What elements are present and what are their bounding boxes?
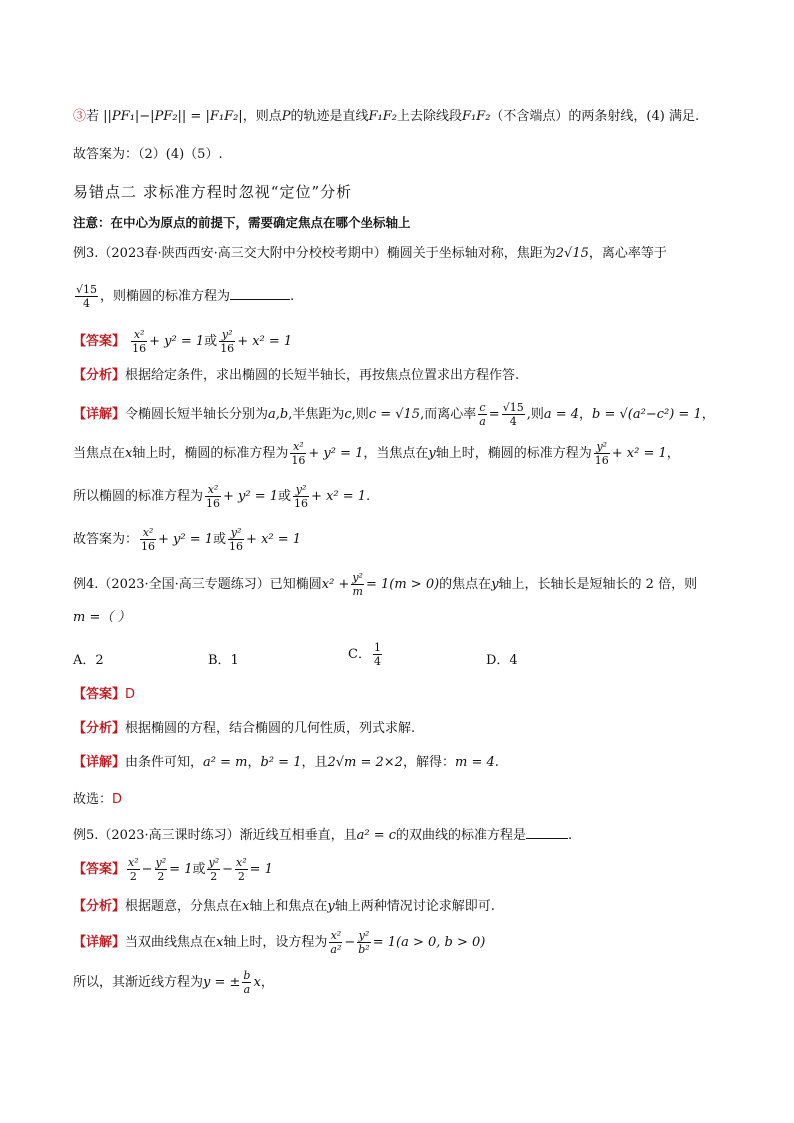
option-d[interactable]: D．4 bbox=[486, 653, 518, 668]
eccentricity-fraction: $\frac{√15}{4}$ bbox=[76, 283, 98, 310]
option-c[interactable]: C． $\frac{1}{4}$ bbox=[348, 641, 381, 668]
example-3-detail-2: 当焦点在x轴上时，椭圆的标准方程为 $\frac{\text{x²}}{16}$ + y² = 1，当焦点在y轴上时，椭圆的标准方程为 $\frac{\text{y²}}{16}$ + x² = 1， bbox=[73, 440, 680, 467]
abs-expression: ||PF₁|−|PF₂|| = |F₁F₂| bbox=[103, 109, 243, 124]
example-3-final: 故答案为： $\frac{\text{x²}}{16}$ + y² = 1或 $\frac{\text{y²}}{16}$ + x² = 1 bbox=[73, 526, 302, 553]
answer-line: 故答案为：（2）(4)（5）. bbox=[73, 147, 223, 162]
example-5-question: 例5.（2023·高三课时练习）渐近线互相垂直，且a² = c的双曲线的标准方程是 . bbox=[73, 825, 734, 846]
example-5-detail: 【详解】当双曲线焦点在x轴上时，设方程为 $\frac{\text{x²}}{\text{a²}}$ − $\frac{\text{y²}}{\text{b²}}$ = 1(a > 0, b > 0) bbox=[73, 929, 486, 956]
example-3-detail-3: 所以椭圆的标准方程为 $\frac{\text{x²}}{16}$ + y² = 1或 $\frac{\text{y²}}{16}$ + x² = 1. bbox=[73, 483, 371, 510]
circled-number: ③ bbox=[73, 109, 87, 124]
example-3-detail: 【详解】令椭圆长短半轴长分别为a,b,半焦距为c,则c = √15,而离心率 $\frac{c}{a}$ = $\frac{√15}{4}$ ,则a = 4，b = √(a²−c²) = 1， bbox=[73, 401, 715, 428]
example-4-choose: 故选：D bbox=[73, 792, 123, 807]
section-heading: 易错点二 求标准方程时忽视“定位”分析 bbox=[73, 183, 353, 201]
paragraph-case-3: ③若 ||PF₁|−|PF₂|| = |F₁F₂|，则点P的轨迹是直线F₁F₂上去除线段F₁F₂（不含端点）的两条射线，(4) 满足. bbox=[73, 109, 700, 124]
answer-blank bbox=[526, 825, 568, 839]
example-4-detail: 【详解】由条件可知，a² = m，b² = 1，且2√m = 2×2，解得：m = 4. bbox=[73, 755, 499, 770]
example-5-analysis: 【分析】根据题意，分焦点在x轴上和焦点在y轴上两种情况讨论求解即可. bbox=[73, 899, 495, 914]
answer-tag: 【答案】 bbox=[73, 334, 126, 349]
example-5-asymptote: 所以，其渐近线方程为y = ± $\frac{b}{a}$ x， bbox=[73, 969, 274, 996]
option-a[interactable]: A．2 bbox=[73, 653, 104, 668]
example-4-analysis: 【分析】根据椭圆的方程，结合椭圆的几何性质，列式求解. bbox=[73, 721, 416, 736]
example-3-question-cont: $\frac{√15}{4}$ ，则椭圆的标准方程为 . bbox=[76, 283, 295, 310]
note-line: 注意：在中心为原点的前提下，需要确定焦点在哪个坐标轴上 bbox=[73, 215, 411, 230]
example-4-question: 例4.（2023·全国·高三专题练习）已知椭圆x² + $\frac{\text{y²}}{m}$ = 1(m > 0)的焦点在y轴上，长轴长是短轴长的 2 倍，则 bbox=[73, 571, 698, 598]
option-b[interactable]: B．1 bbox=[208, 653, 239, 668]
example-3-answer: 【答案】 $\frac{\text{x²}}{16}$ + y² = 1或 $\frac{\text{y²}}{16}$ + x² = 1 bbox=[73, 328, 293, 355]
example-3-analysis: 【分析】根据给定条件，求出椭圆的长短半轴长，再按焦点位置求出方程作答. bbox=[73, 368, 520, 383]
example-4-question-cont: m =（ ） bbox=[73, 610, 131, 625]
example-3-question: 例3.（2023春·陕西西安·高三交大附中分校校考期中）椭圆关于坐标轴对称，焦距为2√15，离心率等于 bbox=[73, 246, 667, 261]
answer-blank bbox=[230, 286, 290, 300]
example-5-answer: 【答案】 $\frac{\text{x²}}{2}$ − $\frac{\text{y²}}{2}$ = 1或 $\frac{\text{y²}}{2}$ − $\frac{\text{x²}}{2}$ = 1 bbox=[73, 856, 273, 883]
example-4-answer: 【答案】D bbox=[73, 687, 136, 702]
